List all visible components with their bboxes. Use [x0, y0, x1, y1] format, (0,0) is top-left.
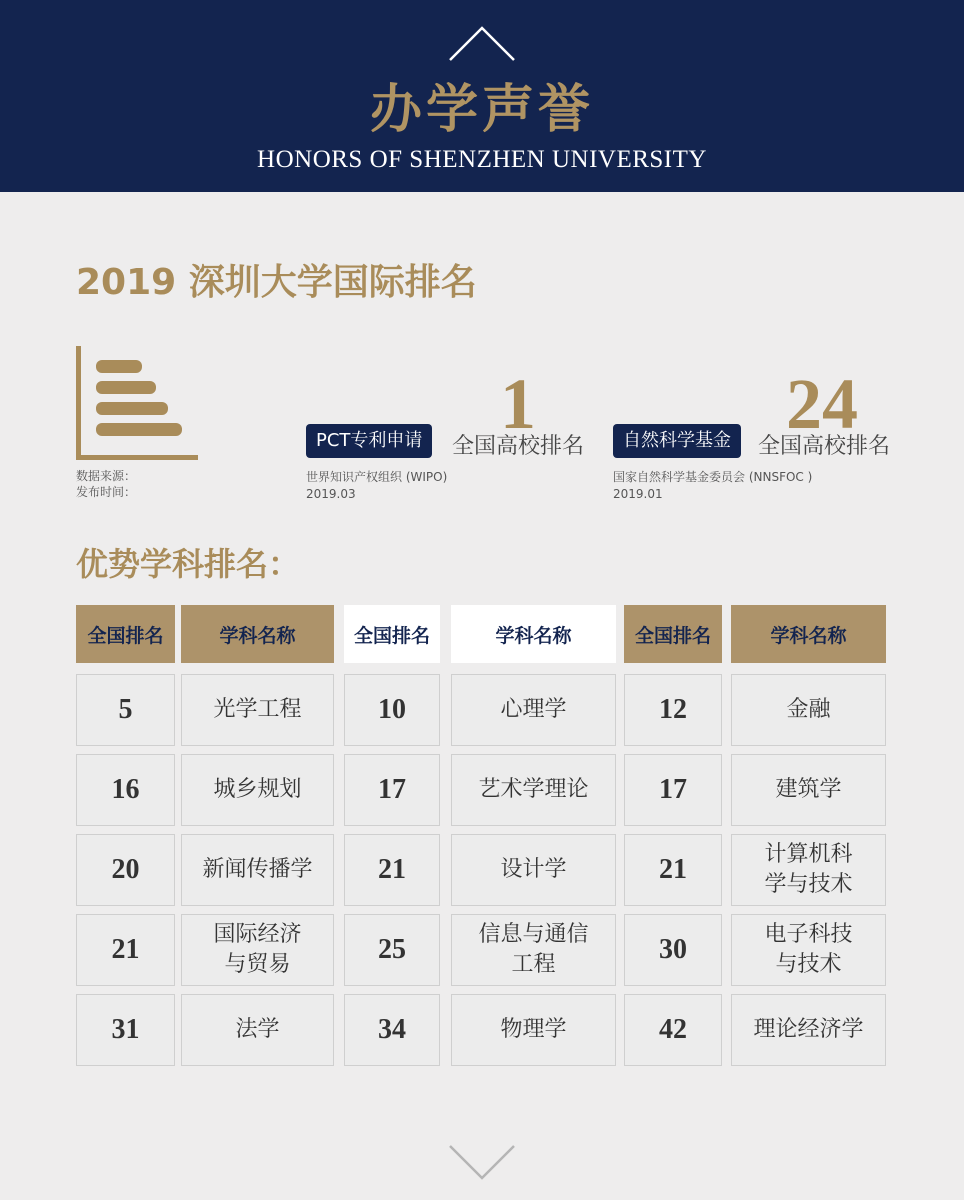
table-header: 全国排名	[344, 605, 440, 663]
table-header: 学科名称	[731, 605, 886, 663]
table-cell-subject: 物理学	[451, 994, 616, 1066]
chevron-down-icon[interactable]	[448, 1142, 516, 1182]
table-cell-subject: 计算机科学与技术	[731, 834, 886, 906]
table-cell-rank: 17	[344, 754, 440, 826]
ranking-number-pct: 1	[500, 364, 536, 444]
table-cell-subject: 法学	[181, 994, 334, 1066]
source-labels	[76, 468, 136, 500]
table-cell-rank: 17	[624, 754, 722, 826]
table-header: 全国排名	[76, 605, 175, 663]
table-cell-rank: 21	[76, 914, 175, 986]
chevron-up-icon[interactable]	[448, 24, 516, 64]
page-subtitle-en: HONORS OF SHENZHEN UNIVERSITY	[257, 146, 707, 173]
table-cell-rank: 31	[76, 994, 175, 1066]
ranking-pill-nsf: 自然科学基金	[613, 424, 741, 458]
table-cell-rank: 21	[624, 834, 722, 906]
table-cell-rank: 21	[344, 834, 440, 906]
table-cell-rank: 16	[76, 754, 175, 826]
date-label: 发布时间：	[76, 485, 137, 499]
table-cell-subject: 设计学	[451, 834, 616, 906]
ranking-pill-pct: PCT专利申请	[306, 424, 432, 458]
table-cell-subject: 心理学	[451, 674, 616, 746]
source-label: 数据来源：	[76, 469, 137, 483]
table-cell-rank: 30	[624, 914, 722, 986]
section-title: 2019 深圳大学国际排名	[76, 262, 477, 303]
ranking-label-pct: 全国高校排名	[452, 434, 585, 459]
ranking-date-nsf: 2019.01	[613, 487, 663, 501]
table-cell-subject: 新闻传播学	[181, 834, 334, 906]
ranking-date-pct: 2019.03	[306, 487, 356, 501]
table-cell-subject: 信息与通信工程	[451, 914, 616, 986]
bar-chart-icon	[74, 346, 200, 462]
table-cell-rank: 42	[624, 994, 722, 1066]
table-cell-subject: 光学工程	[181, 674, 334, 746]
ranking-label-nsf: 全国高校排名	[758, 434, 891, 459]
table-cell-subject: 理论经济学	[731, 994, 886, 1066]
table-cell-subject: 艺术学理论	[451, 754, 616, 826]
table-cell-subject: 国际经济与贸易	[181, 914, 334, 986]
ranking-source-pct: 世界知识产权组织 (WIPO)	[306, 470, 448, 484]
page-title: 办学声誉	[369, 80, 594, 140]
table-header: 全国排名	[624, 605, 722, 663]
table-header: 学科名称	[181, 605, 334, 663]
table-cell-subject: 城乡规划	[181, 754, 334, 826]
ranking-source-nsf: 国家自然科学基金委员会 (NNSFOC )	[613, 470, 813, 484]
ranking-number-nsf: 24	[786, 364, 858, 444]
table-cell-rank: 10	[344, 674, 440, 746]
table-cell-rank: 25	[344, 914, 440, 986]
table-cell-subject: 建筑学	[731, 754, 886, 826]
table-cell-rank: 34	[344, 994, 440, 1066]
header-banner	[0, 0, 964, 192]
table-cell-rank: 20	[76, 834, 175, 906]
table-cell-subject: 金融	[731, 674, 886, 746]
table-cell-rank: 12	[624, 674, 722, 746]
table-cell-subject: 电子科技与技术	[731, 914, 886, 986]
table-cell-rank: 5	[76, 674, 175, 746]
table-header: 学科名称	[451, 605, 616, 663]
subjects-title: 优势学科排名：	[76, 545, 301, 583]
